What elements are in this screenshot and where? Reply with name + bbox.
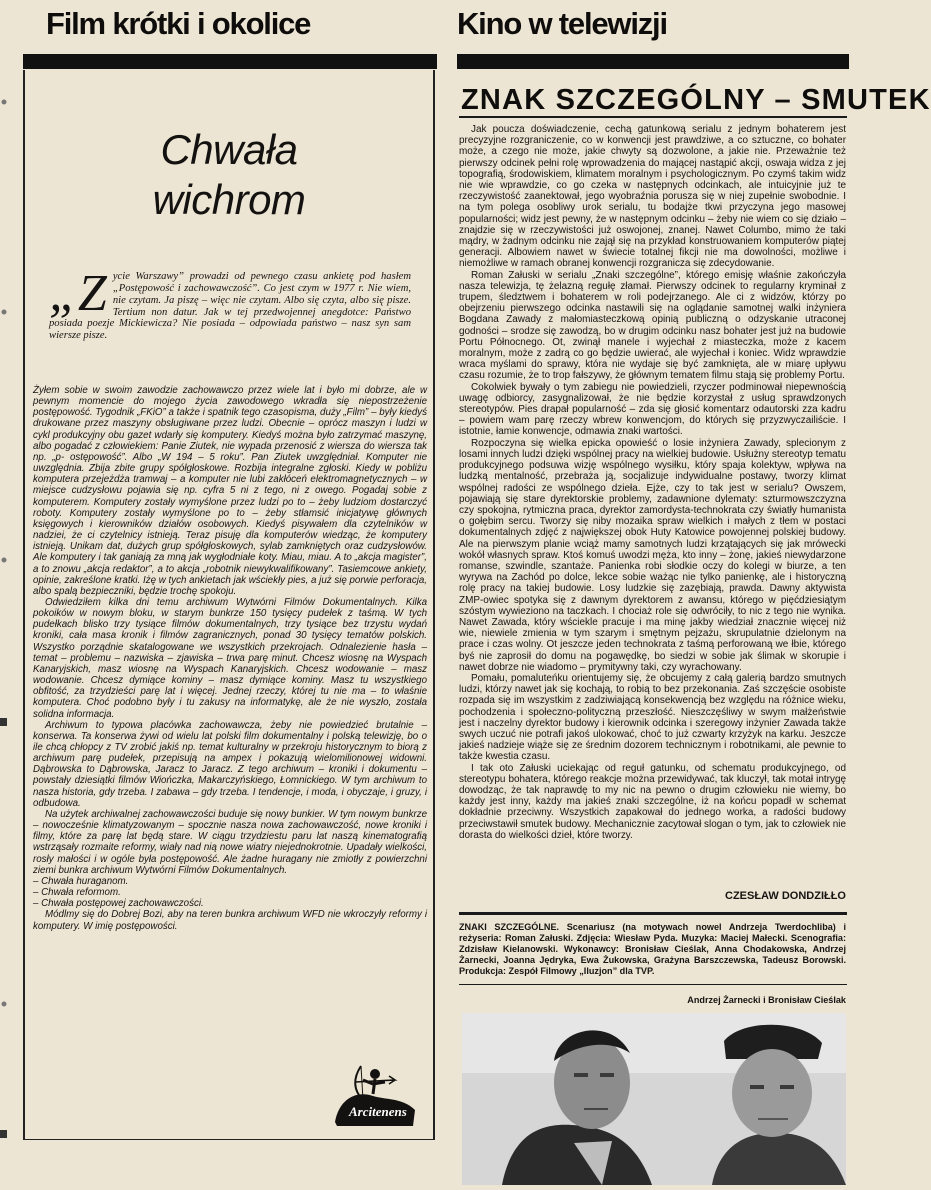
closing-paragraph: Módlmy się do Dobrej Bozi, aby na teren bunkra archiwum WFD nie wkroczyły reformy i komputery. W imię postępowości. bbox=[33, 909, 427, 932]
binding-holes bbox=[0, 0, 10, 1185]
author-signature: CZESŁAW DONDZIŁŁO bbox=[725, 890, 846, 902]
section-header-left: Film krótki i okolice bbox=[46, 6, 311, 41]
section-header-right: Kino w telewizji bbox=[457, 6, 667, 41]
paragraph: Cokolwiek bywały o tym zabiegu nie powiedzieli, rzyczer podminował niepewnością uwagę odbiorcy, zasygnalizował, że nie będzie korzystał z usług sprawdzonych stereotypów. Pies drapał popularność – zda się głosić komentarz odautorski zza kadru – powiem wam parę rzeczy wbrew konwencjom, do których się przyzwyczailiście. I istotnie, łamie konwencje, odmawia znaki wartości. bbox=[459, 381, 846, 438]
photo-caption: Andrzej Żarnecki i Bronisław Cieślak bbox=[687, 995, 846, 1005]
review-body bbox=[459, 124, 846, 841]
arcitenens-logo bbox=[325, 1060, 421, 1128]
title-rule bbox=[459, 116, 847, 118]
paragraph: I tak oto Załuski uciekając od reguł gatunku, od schematu produkcyjnego, od stereotypu bohatera, którego reakcje można przewidywać, tak kluczył, tak motał intrygę dowodząc, że tak naprawdę to my nic na pewno o drugim człowieku nie wiemy, bo każdy jest inny, każdy ma jakieś znaki szczególne, iż na końcu popadł w schemat dokładnie przeciwny. Wszystkich zapakował do jednego worka, a radości budowy przeciwstawił smutek budowy. Mechanicznie zacytował slogan o tym, jak to człowiek nie dorasta do wielkości dzieł, które tworzy. bbox=[459, 762, 846, 841]
list-item: – Chwała postępowej zachowawczości. bbox=[33, 898, 204, 910]
left-article bbox=[23, 70, 435, 1140]
paragraph: Jak poucza doświadczenie, cechą gatunkową serialu z jednym bohaterem jest precyzyjne rozgraniczenie, co w konwencji jest prawdziwe, a co sztuczne, co bohater może, a czego nie może, jakie chwyty są dozwolone, a jakie nie. Przeważnie też pierwszy odcinek pełni rolę wprowadzenia do mającej nastąpić akcji, oswaja widza z jej topografią, środowiskiem, klimatem moralnym i psychologicznym. Po czymś takim widz nie wie wprawdzie, co go czeka w następnych odcinkach, ale intuicyjnie już te rzeczywistość zaanektował, jego wyobraźnia porusza się w niej zupełnie swobodnie. I na tym polega osobliwy urok serialu, tu bodajże tkwi przyczyna jego masowej popularności; widz jest pewny, że w następnym odcinku – żeby nie wiem co się działo – znajdzie się w rzeczywistości już oswojonej, znanej. Nawet Columbo, mimo że taki mądry, w żadnym odcinku nie zajął się na przykład konstruowaniem komputerów piątej generacji. Albowiem nawet w świecie totalnej fikcji nie ma dowolności, możliwe i niemożliwe w ramach obranej konwencji rozgranicza się zdecydowanie. bbox=[459, 124, 846, 270]
paragraph: Na użytek archiwalnej zachowawczości buduje się nowy bunkier. W tym nowym bunkrze – nowocześnie klimatyzowanym – spocznie nasza nowa zachowawczość, nowe kroniki i filmy, które za parę lat będą stare. W ciągu trzydziestu paru lat naszą kinematografią wstrząsały rozmaite reformy, wiały nad nią nowe wiatry niejednokrotnie. Upadały wielkości, rosły małości i w ogóle była postępowość. Ale żadne huragany nie zmiotły z powierzchni ziemi bunkra archiwum Wytwórni Filmów Dokumentalnych. bbox=[33, 808, 427, 876]
paragraph: Rozpoczyna się wielka epicka opowieść o losie inżyniera Zawady, splecionym z losami innych ludzi dzięki wspólnej pracy na wielkiej budowie. Usłużny stereotyp tematu produkcyjnego podsuwa wizję wspólnego wysiłku, który spaja kolektyw, wpływa na ludzką mentalność, przebraża ją, socjalizuje indywidualne postawy, tworzy klimat wspólnej radości ze wspólnego dzieła. Ejże, czy to tak jest w serialu? Owszem, pojawiają się stare dyrektorskie problemy, zadawnione dylematy: szturmowszczyzna czy spokojna, rytmiczna praca, dyrektor zamordysta-technokrata czy światły humanista o gołębim sercu. Tworzy się niby mozaika spraw wielkich i małych z tłem w postaci dokumentalnych zdjęć z największej obok Huty Katowice powojennej polskiej budowy. Ale na pierwszym planie wciąż mamy samotnych ludzi krzątających się jak mrówecki wokół własnych spraw. Ktoś komuś uwodzi męża, kto inny – żonę, jakieś niewydarzone romanse, szwindle, szantaże. Panienka robi słodkie oczy do kolegi w biurze, a ten wyrywa na Zachód po dolce, lekce sobie ważąc nie tylko panienkę, ale i historyczną rolę pracy na takiej budowie. Losy ludzkie się zazębiają, prawda. Dawny aktywista ZMP-owiec spotyka się z dawnym dyrektorem z awansu, którego w pięćdziesiątym szóstym wywieziono na taczkach. I chociaż role się odwróciły, to nic z tego nie wynika. Nawet Zawada, który wściekle pracuje i ma minę jakby wiedział znacznie więcej niż wie, niewiele zmienia w tym szarym i smętnym pejzażu, skrupulatnie dzielonym na prace i czas wolny. Ot jeszcze jeden technokrata z taśmą perforowaną we łbie, którego byś nie zaprosił do domu na pogawędkę, bo siedzi w sobie jak ślimak w skorupie i nawet dobrze nie wiadomo – prymitywny taki, czy wyrachowany. bbox=[459, 437, 846, 673]
header-bar-left bbox=[23, 54, 437, 69]
list-item: – Chwała huraganom. bbox=[33, 875, 129, 887]
intro-text: ycie Warszawy” prowadzi od pewnego czasu ankietę pod hasłem „Postępowość i zachowawczość”. Co jest czym w 1977 r. Nie wiem, nie czytam. Ja piszę – więc nie czytam. Albo się czyta, albo się pisze. Tertium non datur. Jak w tej przedwojennej anegdotce: Państwo posiada poezje Mickiewicza? Nie posiada – odpowiada państwo – nasz syn sam wiersze pisze. bbox=[49, 271, 411, 342]
paragraph: Roman Załuski w serialu „Znaki szczególne”, którego emisję właśnie zakończyła nasza telewizja, tę żelazną regułę złamał. Pierwszy odcinek to regularny kryminał z trupem, śledztwem i bohaterem w roli podejrzanego. Ale ci z widzów, którzy po obejrzeniu pierwszego odcinka nastawili się na oglądanie samotnej walki inżyniera Bogdana Zawady z małomiasteczkową opinią publiczną o odzyskanie utraconej godności – srodze się zawodzą, bo w drugim odcinku nasz bohater jest już na budowie Portu Północnego. Ot, zwinął manele i wyjechał z miasteczka, może z kacem moralnym, może z zadrą co go będzie uwierać, ale wyjechał i koniec. Widz wprawdzie wraca myślami do sprawy, która nie wydaje się być zamknięta, ale w miarę upływu czasu rozumie, że to trop fałszywy, że głównym tematem filmu stają się problemy Portu. bbox=[459, 269, 846, 382]
article-body bbox=[33, 385, 427, 932]
film-still-photo bbox=[462, 1013, 846, 1185]
caption-rule bbox=[459, 984, 847, 985]
article-title-line2: wichrom bbox=[152, 176, 306, 223]
paragraph: Odwiedziłem kilka dni temu archiwum Wytwórni Filmów Dokumentalnych. Kilka pokoików w nowym bloku, w starym bunkrze 150 tysięcy pudełek z taśmą. W tych pudełkach blisko trzy tysiące filmów dokumentalnych, trzy tysiące bez trzystu wydań kroniki, cała masa kronik i filmów zagranicznych, ponad 30 tysięcy tematów polskich. Wszystko porządnie skatalogowane we wszystkich przekrojach. Odnalezienie hasła – temat – problemu – nazwiska – zjawiska – trwa parę minut. Chcesz wiosnę na Wyspach Kanaryjskich, masz wiosnę na Wyspach Kanaryjskich. Chcesz wodowanie – masz wodowanie. Chcesz dymiące kominy – masz dymiące kominy. Masz tu wszystkiego obfitość, za trzydzieści parę lat i więcej. Jednej rzeczy, której tu nie ma – to właśnie komputera. Choć podobno były i tu zakusy na informatykę, ale że nie wyszło, została solidna informacja. bbox=[33, 596, 427, 720]
logo-text: Arcitenens bbox=[349, 1104, 407, 1119]
credits-rule bbox=[459, 912, 847, 915]
review-title: ZNAK SZCZEGÓLNY – SMUTEK bbox=[461, 84, 931, 116]
drop-cap: „Z bbox=[49, 265, 107, 322]
header-bar-right bbox=[457, 54, 849, 69]
article-title-line1: Chwała bbox=[160, 126, 298, 173]
paragraph: Żyłem sobie w swoim zawodzie zachowawczo przez wiele lat i było mi dobrze, ale w pewnym momencie do mojego życia zawodowego wkradła się niepostrzeżenie postępowość. Tygodnik „FKiO” a także i spatnik tego czasopisma, duży „Film” – były kiedyś drukowane przez maszyny obsługiwane przez ludzi. Obecnie – oprócz maszyn i ludzi w cykl produkcyjny obu gazet wdarły się komputery. Kiedyś można było zatrzymać maszynę, albo pogadać z człowiekiem: Panie Ziutek, nie wypada przenosić z wiersza do wiersza tak np. „p- ostępowość”. Albo „W 194 – 5 roku”. Pan Ziutek uwzględniał. Komputer nie uwzględnia. Zbija zbite grupy spółgłoskowe. Rozbija integralne zgłoski. Kiedy w pobliżu komputera przejeżdża tramwaj – a komputer nie lubi zakłóceń elektromagnetycznych – w miejsce cudzysłowu pojawia się np. cyfra 5 ni z tego, ni z owego. Pogadaj sobie z komputerem. Komputery zostały wymyślone przez ludzi po to – żeby ludziom dostarczyć roboty. Komputery zostały wymyślone po to – żeby stłamsić inicjatywę głównych księgowych i kierowników działów osobowych. Kiedyś pisywałem dla czytelników w nadziei, że ci czytelnicy istnieją. Teraz pisuję dla komputerów wiedząc, że komputery istnieją. Unikam dat, dużych grup spółgłoskowych, sylab zamkniętych oraz cudzysłowów. Ale komputery i tak ganiają za mną jak wygłodniałe koty. Miau, miau. A to „akcja magister”, a to znowu „akcja redaktor”, a to akcja „robotnik niewykwalifikowany”. Tasiemcowe ankiety, opinie, zakreślone kratki. Iżę w tych ankietach jak wściekły pies, a już się porwie perforacja, albo spalą bezpieczniki, będzie trochę spokoju. bbox=[33, 385, 427, 597]
paragraph: Pomału, pomaluteńku orientujemy się, że obcujemy z całą galerią bardzo smutnych ludzi, którzy nawet jak się kochają, to robią to bez przekonania. Zaś szczęście osobiste rozpada się im wszystkim z zadziwiającą konsekwencją bez względu na różnice wieku, pochodzenia i społeczno-polityczną przeszłość. Nieszczęśliwy w swym małżeństwie jest i naczelny dyrektor budowy i kierownik odcinka i szeregowy inżynier Zawada także swych uczuć nie potrafi jakoś ulokować, choć to już czwarty krzyżyk na karku. Jeszcze jakieś nadzieje wiąże się ze średnim dozorem technicznym i robotnikami, ale pewnie to także kwestia czasu. bbox=[459, 672, 846, 763]
list-item: – Chwała reformom. bbox=[33, 887, 121, 899]
photo-illustration bbox=[462, 1013, 846, 1185]
paragraph: Archiwum to typowa placówka zachowawcza, żeby nie powiedzieć brutalnie – konserwa. Ta konserwa żywi od wielu lat polski film dokumentalny i polską telewizję, bo o ile chcą chłopcy z TV zrobić jakiś np. temat kulturalny w przekroju historycznym to biorą z archiwum parę pudełek, przepisują na ampex i pokazują wielomilionowej widowni. Dąbrowska to Dąbrowska, Jaracz to Jaracz. Z tego archiwum – kroniki i dokumentu – powstały dziesiątki filmów Wiończka, Makarczyńskiego, Łomnickiego. W tym archiwum to nasza historia, gdy trzeba. I zabawa – gdy trzeba. I tendencje, i moda, i obyczaje, i gruzy, i odbudowa. bbox=[33, 719, 427, 809]
article-intro bbox=[49, 265, 411, 342]
film-credits: ZNAKI SZCZEGÓLNE. Scenariusz (na motywach nowel Andrzeja Twerdochliba) i reżyseria: Roman Załuski. Zdjęcia: Wiesław Pyda. Muzyka: Maciej Małecki. Scenografia: Zdzisław Kielanowski. Wykonawcy: Bronisław Cieślak, Anna Chodakowska, Andrzej Żarnecki, Joanna Jędryka, Ewa Żukowska, Grażyna Barszczewska, Tadeusz Borowski. Produkcja: Zespół Filmowy „Iluzjon” dla TVP. bbox=[459, 922, 846, 976]
